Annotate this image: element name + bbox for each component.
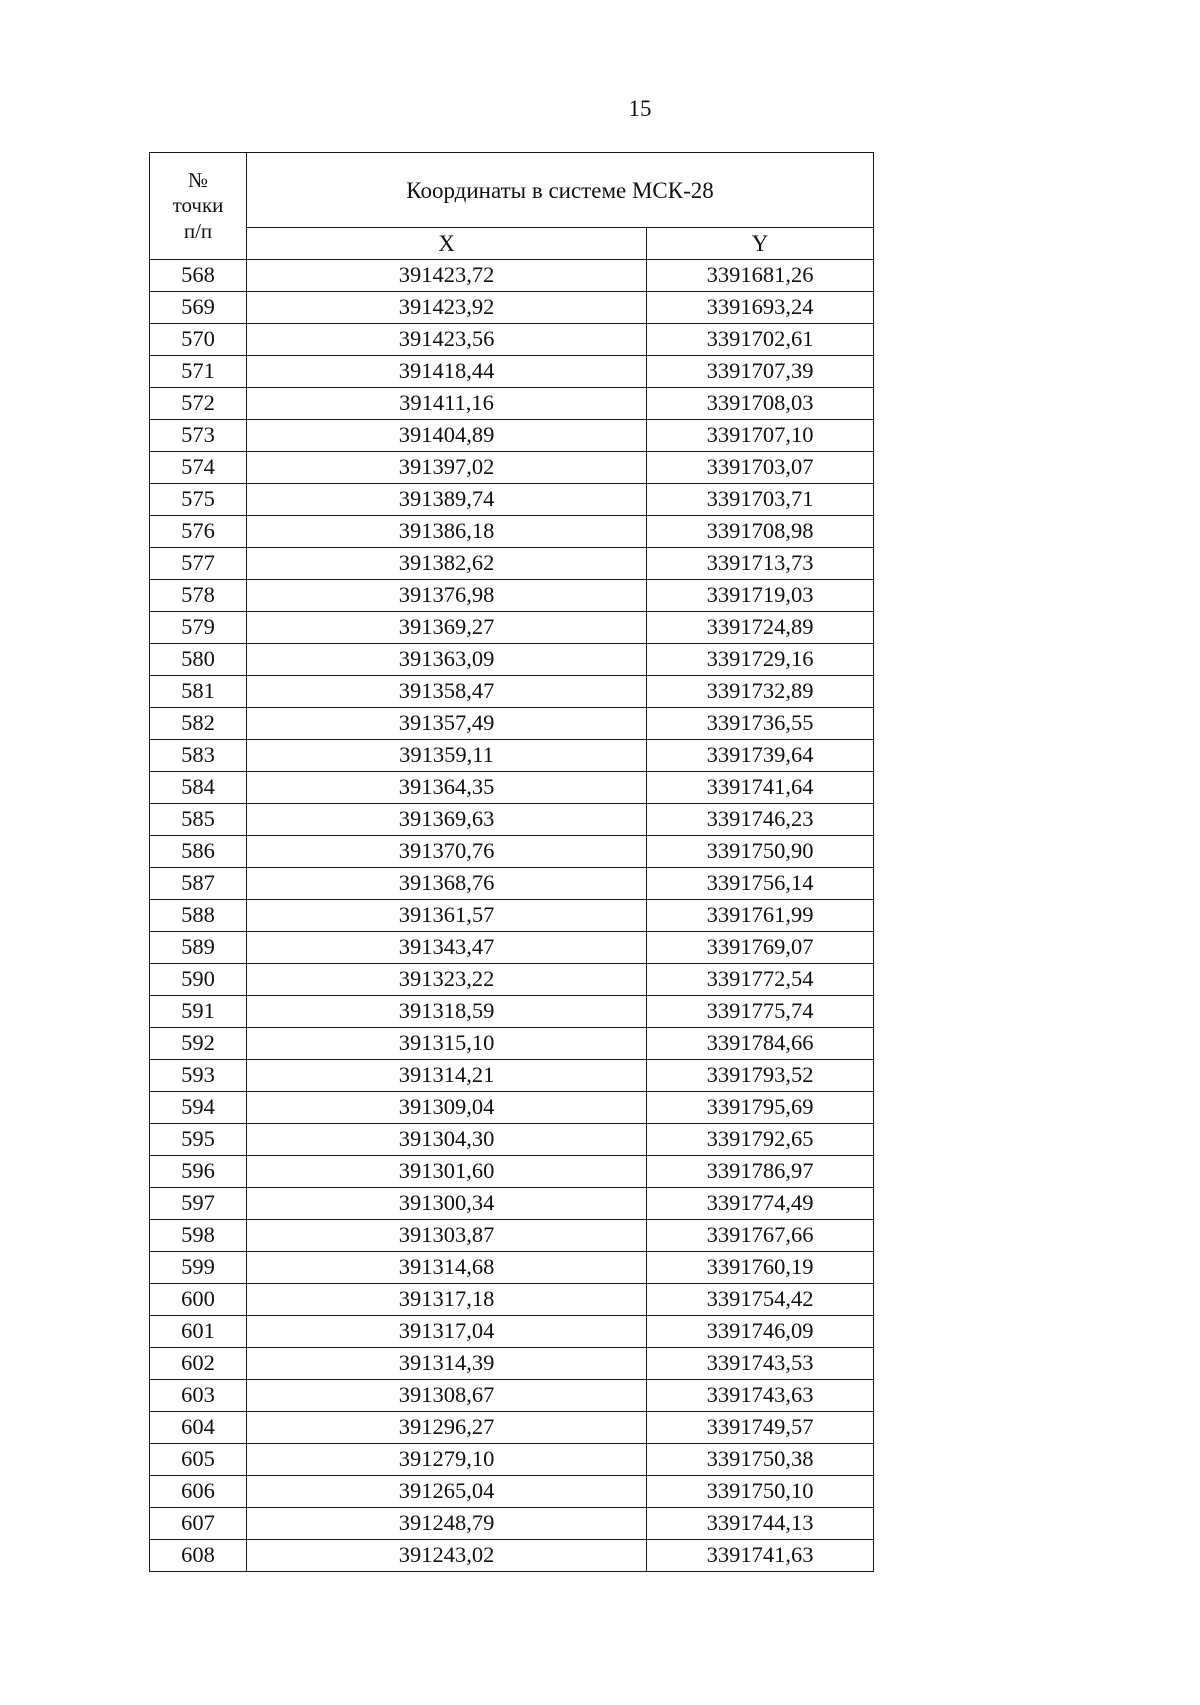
y-coordinate-cell: 3391746,09 xyxy=(647,1316,874,1348)
point-number-cell: 608 xyxy=(150,1540,247,1572)
point-number-cell: 570 xyxy=(150,324,247,356)
y-coordinate-cell: 3391703,07 xyxy=(647,452,874,484)
point-number-cell: 606 xyxy=(150,1476,247,1508)
y-coordinate-cell: 3391784,66 xyxy=(647,1028,874,1060)
y-coordinate-cell: 3391732,89 xyxy=(647,676,874,708)
x-column-header: X xyxy=(247,228,647,260)
point-number-cell: 598 xyxy=(150,1220,247,1252)
point-number-cell: 581 xyxy=(150,676,247,708)
y-coordinate-cell: 3391774,49 xyxy=(647,1188,874,1220)
table-row xyxy=(150,1284,874,1316)
x-coordinate-cell: 391265,04 xyxy=(247,1476,647,1508)
table-row xyxy=(150,1348,874,1380)
point-number-cell: 605 xyxy=(150,1444,247,1476)
point-number-cell: 571 xyxy=(150,356,247,388)
x-coordinate-cell: 391317,04 xyxy=(247,1316,647,1348)
point-number-cell: 573 xyxy=(150,420,247,452)
x-coordinate-cell: 391315,10 xyxy=(247,1028,647,1060)
x-coordinate-cell: 391248,79 xyxy=(247,1508,647,1540)
y-coordinate-cell: 3391743,63 xyxy=(647,1380,874,1412)
point-number-cell: 585 xyxy=(150,804,247,836)
table-row xyxy=(150,516,874,548)
x-coordinate-cell: 391368,76 xyxy=(247,868,647,900)
point-number-cell: 569 xyxy=(150,292,247,324)
x-coordinate-cell: 391314,39 xyxy=(247,1348,647,1380)
table-row xyxy=(150,932,874,964)
table-row xyxy=(150,1060,874,1092)
y-coordinate-cell: 3391719,03 xyxy=(647,580,874,612)
point-number-cell: 603 xyxy=(150,1380,247,1412)
table-row xyxy=(150,1508,874,1540)
point-number-cell: 584 xyxy=(150,772,247,804)
y-coordinate-cell: 3391703,71 xyxy=(647,484,874,516)
y-coordinate-cell: 3391736,55 xyxy=(647,708,874,740)
table-row xyxy=(150,452,874,484)
table-body xyxy=(150,260,874,1572)
point-number-cell: 592 xyxy=(150,1028,247,1060)
y-column-header: Y xyxy=(647,228,874,260)
y-coordinate-cell: 3391693,24 xyxy=(647,292,874,324)
point-number-cell: 577 xyxy=(150,548,247,580)
y-coordinate-cell: 3391750,90 xyxy=(647,836,874,868)
point-number-cell: 583 xyxy=(150,740,247,772)
y-coordinate-cell: 3391769,07 xyxy=(647,932,874,964)
point-number-cell: 594 xyxy=(150,1092,247,1124)
x-coordinate-cell: 391301,60 xyxy=(247,1156,647,1188)
point-number-cell: 602 xyxy=(150,1348,247,1380)
table-row xyxy=(150,1124,874,1156)
y-coordinate-cell: 3391754,42 xyxy=(647,1284,874,1316)
x-coordinate-cell: 391361,57 xyxy=(247,900,647,932)
point-number-cell: 568 xyxy=(150,260,247,292)
point-number-cell: 576 xyxy=(150,516,247,548)
table-row xyxy=(150,292,874,324)
x-coordinate-cell: 391357,49 xyxy=(247,708,647,740)
point-number-cell: 579 xyxy=(150,612,247,644)
x-coordinate-cell: 391318,59 xyxy=(247,996,647,1028)
y-coordinate-cell: 3391750,38 xyxy=(647,1444,874,1476)
y-coordinate-cell: 3391792,65 xyxy=(647,1124,874,1156)
x-coordinate-cell: 391300,34 xyxy=(247,1188,647,1220)
point-number-cell: 580 xyxy=(150,644,247,676)
y-coordinate-cell: 3391750,10 xyxy=(647,1476,874,1508)
point-number-cell: 595 xyxy=(150,1124,247,1156)
page-number: 15 xyxy=(628,96,652,121)
y-coordinate-cell: 3391756,14 xyxy=(647,868,874,900)
point-number-cell: 607 xyxy=(150,1508,247,1540)
table-row xyxy=(150,708,874,740)
x-coordinate-cell: 391359,11 xyxy=(247,740,647,772)
x-coordinate-cell: 391369,27 xyxy=(247,612,647,644)
y-coordinate-cell: 3391761,99 xyxy=(647,900,874,932)
table-row xyxy=(150,900,874,932)
x-coordinate-cell: 391358,47 xyxy=(247,676,647,708)
table-row xyxy=(150,1156,874,1188)
y-coordinate-cell: 3391793,52 xyxy=(647,1060,874,1092)
y-coordinate-cell: 3391708,03 xyxy=(647,388,874,420)
table-row xyxy=(150,484,874,516)
y-coordinate-cell: 3391713,73 xyxy=(647,548,874,580)
y-coordinate-cell: 3391786,97 xyxy=(647,1156,874,1188)
y-coordinate-cell: 3391795,69 xyxy=(647,1092,874,1124)
point-number-cell: 587 xyxy=(150,868,247,900)
x-coordinate-cell: 391370,76 xyxy=(247,836,647,868)
table-row xyxy=(150,1444,874,1476)
x-coordinate-cell: 391314,68 xyxy=(247,1252,647,1284)
x-coordinate-cell: 391296,27 xyxy=(247,1412,647,1444)
point-number-cell: 572 xyxy=(150,388,247,420)
table-row xyxy=(150,1316,874,1348)
table-row xyxy=(150,548,874,580)
y-coordinate-cell: 3391741,63 xyxy=(647,1540,874,1572)
point-number-cell: 593 xyxy=(150,1060,247,1092)
table-row xyxy=(150,676,874,708)
point-number-cell: 597 xyxy=(150,1188,247,1220)
table-row xyxy=(150,1540,874,1572)
x-coordinate-cell: 391386,18 xyxy=(247,516,647,548)
y-coordinate-cell: 3391746,23 xyxy=(647,804,874,836)
point-number-cell: 582 xyxy=(150,708,247,740)
x-coordinate-cell: 391304,30 xyxy=(247,1124,647,1156)
x-coordinate-cell: 391389,74 xyxy=(247,484,647,516)
table-row xyxy=(150,996,874,1028)
y-coordinate-cell: 3391708,98 xyxy=(647,516,874,548)
x-coordinate-cell: 391323,22 xyxy=(247,964,647,996)
y-coordinate-cell: 3391760,19 xyxy=(647,1252,874,1284)
table-row xyxy=(150,1188,874,1220)
y-coordinate-cell: 3391702,61 xyxy=(647,324,874,356)
table-row xyxy=(150,356,874,388)
table-row xyxy=(150,388,874,420)
table-row xyxy=(150,964,874,996)
point-number-cell: 578 xyxy=(150,580,247,612)
x-coordinate-cell: 391404,89 xyxy=(247,420,647,452)
coordinates-system-header: Координаты в системе МСК-28 xyxy=(247,153,874,228)
coordinates-table xyxy=(149,152,874,1572)
point-number-cell: 601 xyxy=(150,1316,247,1348)
table-row xyxy=(150,1380,874,1412)
point-number-cell: 574 xyxy=(150,452,247,484)
table-row xyxy=(150,772,874,804)
y-coordinate-cell: 3391749,57 xyxy=(647,1412,874,1444)
point-number-header: № точки п/п xyxy=(150,153,247,260)
point-number-cell: 588 xyxy=(150,900,247,932)
table-row xyxy=(150,612,874,644)
x-coordinate-cell: 391243,02 xyxy=(247,1540,647,1572)
table-row xyxy=(150,1220,874,1252)
y-coordinate-cell: 3391767,66 xyxy=(647,1220,874,1252)
point-number-cell: 586 xyxy=(150,836,247,868)
x-coordinate-cell: 391423,92 xyxy=(247,292,647,324)
y-coordinate-cell: 3391743,53 xyxy=(647,1348,874,1380)
table-row xyxy=(150,804,874,836)
point-number-cell: 589 xyxy=(150,932,247,964)
table-row xyxy=(150,1412,874,1444)
y-coordinate-cell: 3391775,74 xyxy=(647,996,874,1028)
y-coordinate-cell: 3391681,26 xyxy=(647,260,874,292)
x-coordinate-cell: 391423,56 xyxy=(247,324,647,356)
table-row xyxy=(150,1476,874,1508)
x-coordinate-cell: 391303,87 xyxy=(247,1220,647,1252)
x-coordinate-cell: 391343,47 xyxy=(247,932,647,964)
table-row xyxy=(150,740,874,772)
point-number-cell: 590 xyxy=(150,964,247,996)
table-row xyxy=(150,836,874,868)
y-coordinate-cell: 3391729,16 xyxy=(647,644,874,676)
y-coordinate-cell: 3391741,64 xyxy=(647,772,874,804)
x-coordinate-cell: 391423,72 xyxy=(247,260,647,292)
table-row xyxy=(150,1252,874,1284)
point-number-cell: 599 xyxy=(150,1252,247,1284)
x-coordinate-cell: 391411,16 xyxy=(247,388,647,420)
point-number-cell: 596 xyxy=(150,1156,247,1188)
x-coordinate-cell: 391317,18 xyxy=(247,1284,647,1316)
table-row xyxy=(150,324,874,356)
point-number-cell: 591 xyxy=(150,996,247,1028)
point-number-cell: 604 xyxy=(150,1412,247,1444)
x-coordinate-cell: 391376,98 xyxy=(247,580,647,612)
x-coordinate-cell: 391369,63 xyxy=(247,804,647,836)
x-coordinate-cell: 391314,21 xyxy=(247,1060,647,1092)
y-coordinate-cell: 3391707,39 xyxy=(647,356,874,388)
point-number-cell: 575 xyxy=(150,484,247,516)
table-row xyxy=(150,1092,874,1124)
table-row xyxy=(150,420,874,452)
table-row xyxy=(150,580,874,612)
table-row xyxy=(150,260,874,292)
y-coordinate-cell: 3391707,10 xyxy=(647,420,874,452)
point-number-cell: 600 xyxy=(150,1284,247,1316)
y-coordinate-cell: 3391739,64 xyxy=(647,740,874,772)
x-coordinate-cell: 391308,67 xyxy=(247,1380,647,1412)
x-coordinate-cell: 391309,04 xyxy=(247,1092,647,1124)
y-coordinate-cell: 3391744,13 xyxy=(647,1508,874,1540)
y-coordinate-cell: 3391724,89 xyxy=(647,612,874,644)
x-coordinate-cell: 391363,09 xyxy=(247,644,647,676)
table-row xyxy=(150,644,874,676)
table-row xyxy=(150,1028,874,1060)
x-coordinate-cell: 391397,02 xyxy=(247,452,647,484)
x-coordinate-cell: 391279,10 xyxy=(247,1444,647,1476)
table-row xyxy=(150,868,874,900)
x-coordinate-cell: 391364,35 xyxy=(247,772,647,804)
x-coordinate-cell: 391382,62 xyxy=(247,548,647,580)
x-coordinate-cell: 391418,44 xyxy=(247,356,647,388)
y-coordinate-cell: 3391772,54 xyxy=(647,964,874,996)
